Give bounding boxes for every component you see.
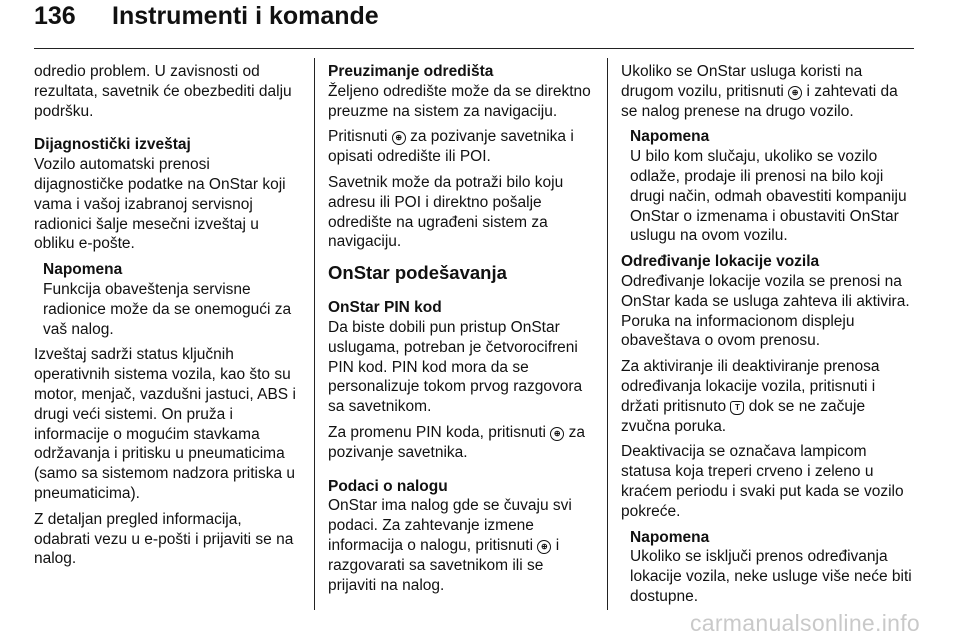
paragraph: Savetnik može da potraži bilo koju adresu ili POI i direktno pošalje odredište na ugrađeni sistem za navigaciju. (328, 173, 564, 251)
note-title: Napomena (630, 528, 710, 546)
privacy-button-icon: T (730, 401, 744, 415)
paragraph: Da biste dobili pun pristup OnStar uslugama, potreban je četvorocifreni PIN kod. PIN kod mora da se personalizuje tokom prvog razgovora sa savetnikom. (328, 318, 583, 416)
paragraph: odredio problem. U zavisnosti od rezultata, savetnik će obezbediti dalju podršku. (34, 63, 292, 120)
text-run: za pozivanje savetnika. (328, 423, 585, 461)
text-run: i zahtevati da se nalog prenese na drugo vozilo. (621, 82, 898, 120)
paragraph (621, 357, 915, 436)
column-1 (34, 62, 300, 575)
paragraph (328, 423, 594, 463)
heading-pin-code: OnStar PIN kod (328, 299, 442, 317)
header-rule (34, 48, 914, 49)
paragraph: Izveštaj sadrži status ključnih operativnih sistema vozila, kao što su motor, menjač, vazdušni jastuci, ABS i drugi veći sistemi. On pruža i informacije o mogućim stavkama održavanja i pritisku u pneumaticima (samo sa sistemom nadzora pritiska u pneumaticima). (34, 346, 296, 502)
note-box (630, 528, 915, 607)
onstar-button-icon: ⊕ (392, 131, 406, 145)
onstar-button-icon: ⊕ (537, 540, 551, 554)
column-divider-2 (607, 58, 608, 610)
note-title: Napomena (630, 128, 710, 146)
text-run: Ukoliko se OnStar usluga koristi na drugom vozilu, pritisnuti (621, 63, 863, 100)
page-number: 136 (34, 2, 76, 30)
text-run: Za aktiviranje ili deaktiviranje prenosa određivanja lokacije vozila, pritisnuti i držati pritisnuto (621, 358, 880, 415)
note-box (43, 260, 300, 339)
column-3 (621, 62, 915, 613)
note-title: Napomena (43, 261, 123, 279)
text-run: OnStar ima nalog gde se čuvaju svi podaci. Za zahtevanje izmene informacija o nalogu, pritisnuti (328, 497, 572, 554)
paragraph: Određivanje lokacije vozila se prenosi na OnStar kada se usluga zahteva ili aktivira. Poruka na informacionom displeju obaveštava o ovom prenosu. (621, 272, 910, 350)
text-run: Za promenu PIN koda, pritisnuti (328, 423, 546, 441)
onstar-button-icon: ⊕ (788, 86, 802, 100)
onstar-button-icon: ⊕ (550, 427, 564, 441)
paragraph: Željeno odredište može da se direktno preuzme na sistem za navigaciju. (328, 82, 591, 120)
watermark: carmanualsonline.info (689, 610, 920, 636)
note-text: Funkcija obaveštenja servisne radionice može da se onemogući za vaš nalog. (43, 280, 292, 338)
paragraph: Z detaljan pregled informacija, odabrati vezu u e-pošti i prijaviti se na nalog. (34, 510, 294, 568)
heading-account-data: Podaci o nalogu (328, 477, 448, 495)
note-text: Ukoliko se isključi prenos određivanja lokacije vozila, neke usluge više neće biti dostupne. (630, 548, 912, 605)
text-run: za pozivanje savetnika i opisati odredište ili POI. (328, 128, 574, 166)
note-box (630, 127, 915, 246)
paragraph: Vozilo automatski prenosi dijagnostičke podatke na OnStar koji vama i vašoj izabranoj servisnoj radionici šalje mesečni izveštaj u obliku e-pošte. (34, 156, 286, 253)
column-divider-1 (314, 58, 315, 610)
heading-diagnostic-report: Dijagnostički izveštaj (34, 136, 191, 154)
heading-vehicle-location: Određivanje lokacije vozila (621, 253, 820, 271)
text-run: Pritisnuti (328, 128, 388, 146)
page-title: Instrumenti i komande (112, 2, 379, 30)
column-2 (328, 62, 594, 601)
paragraph (621, 62, 915, 121)
paragraph (328, 127, 594, 167)
text-run: dok se ne začuje zvučna poruka. (621, 397, 866, 435)
paragraph (328, 496, 594, 595)
section-heading-onstar-settings: OnStar podešavanja (328, 262, 507, 284)
heading-destination-download: Preuzimanje odredišta (328, 63, 494, 80)
paragraph: Deaktivacija se označava lampicom statusa koja treperi crveno i zeleno u kraćem periodu i svaki put kada se vozilo pokreće. (621, 443, 904, 520)
note-text: U bilo kom slučaju, ukoliko se vozilo odlaže, prodaje ili prenosi na bilo koji drugi način, odmah obavestiti kompaniju OnStar o izmenama i obustaviti OnStar uslugu na ovom vozilu. (630, 148, 907, 245)
text-run: i razgovarati sa savetnikom ili se prijaviti na nalog. (328, 536, 560, 594)
